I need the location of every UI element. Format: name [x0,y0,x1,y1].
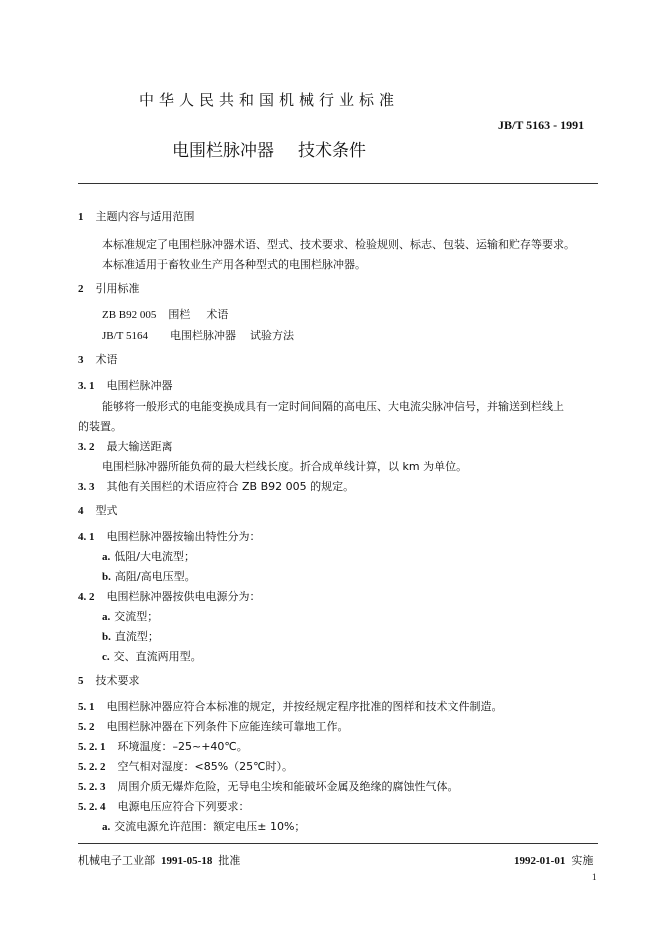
list-marker: a. [102,611,111,623]
list-item [102,648,202,664]
implementation-date: 1992-01-01 [514,855,566,867]
list-item [102,628,159,644]
reference-title: 试验方法 [249,329,294,342]
section-number: 4 [78,505,84,517]
list-marker: b. [102,571,111,583]
implementation-line [514,852,593,868]
reference-item [102,306,228,322]
section-title: 主题内容与适用范围 [95,210,195,223]
clause-number: 3. 2 [78,441,95,453]
clause-number: 5. 2 [78,721,95,733]
clause-3-3 [78,478,354,494]
paragraph: 的装置。 [78,420,122,433]
clause-number: 3. 3 [78,481,95,493]
list-marker: b. [102,631,111,643]
list-text: 交流型； [114,610,159,623]
reference-code: JB/T 5164 [102,330,148,342]
clause-text: 空气相对湿度：<85%（25℃时）。 [117,760,294,773]
list-marker: a. [102,821,111,833]
reference-title: 术语 [206,308,229,321]
clause-5-2-2 [78,758,293,774]
clause-5-2-1 [78,738,248,754]
approval-date: 1991-05-18 [161,855,213,867]
clause-5-2-4 [78,798,250,814]
list-item [102,548,195,564]
clause-text: 其他有关围栏的术语应符合 ZB B92 005 的规定。 [106,480,355,493]
header-rule [78,183,598,184]
list-text: 交、直流两用型。 [113,650,202,663]
list-marker: a. [102,551,111,563]
clause-number: 5. 1 [78,701,95,713]
approval-org: 机械电子工业部 [78,854,155,867]
section-number: 3 [78,354,84,366]
clause-4-2-heading [78,588,261,604]
clause-text: 电围栏脉冲器应符合本标准的规定，并按经规定程序批准的图样和技术文件制造。 [106,700,503,713]
document-title [172,136,366,161]
paragraph: 本标准规定了电围栏脉冲器术语、型式、技术要求、检验规则、标志、包装、运输和贮存等要求。 [102,238,575,251]
clause-3-2-heading [78,438,173,454]
clause-number: 5. 2. 3 [78,781,106,793]
reference-item [102,327,294,343]
approval-line [78,852,240,868]
list-marker: c. [102,651,110,663]
section-5-heading [78,672,140,688]
title-main: 电围栏脉冲器 [172,141,274,161]
approval-label: 批准 [218,854,241,867]
clause-number: 5. 2. 2 [78,761,106,773]
clause-4-1-heading [78,528,261,544]
clause-text: 环境温度：–25~+40℃。 [117,740,248,753]
section-title: 技术要求 [95,674,140,687]
reference-title: 电围栏脉冲器 [169,329,236,342]
issuing-org: 中华人民共和国机械行业标准 [139,91,400,109]
section-3-heading [78,351,118,367]
clause-number: 5. 2. 1 [78,741,106,753]
implementation-label: 实施 [571,854,594,867]
clause-number: 5. 2. 4 [78,801,106,813]
clause-number: 3. 1 [78,380,95,392]
list-item [102,608,158,624]
paragraph: 本标准适用于畜牧业生产用各种型式的电围栏脉冲器。 [102,258,366,271]
section-title: 术语 [95,353,118,366]
page-number: 1 [592,872,597,882]
clause-3-1-heading [78,377,173,393]
section-number: 5 [78,675,84,687]
list-text: 高阻/高电压型。 [114,570,196,583]
section-number: 1 [78,211,84,223]
clause-title: 电围栏脉冲器 [106,379,173,392]
list-text: 低阻/大电流型； [114,550,195,563]
clause-5-1 [78,698,503,714]
standard-code: JB/T 5163 - 1991 [498,118,585,132]
section-title: 引用标准 [95,282,140,295]
section-2-heading [78,280,140,296]
reference-title: 围栏 [168,308,191,321]
paragraph: 能够将一般形式的电能变换成具有一定时间间隔的高电压、大电流尖脉冲信号，并输送到栏线上 [102,400,564,413]
clause-5-2 [78,718,349,734]
section-1-heading [78,208,195,224]
list-text: 直流型； [114,630,159,643]
clause-title: 电围栏脉冲器按输出特性分为： [106,530,261,543]
clause-text: 电源电压应符合下列要求： [117,800,250,813]
clause-number: 4. 2 [78,591,95,603]
title-sub: 技术条件 [298,141,366,161]
clause-text: 周围介质无爆炸危险，无导电尘埃和能破坏金属及绝缘的腐蚀性气体。 [117,780,459,793]
reference-code: ZB B92 005 [102,309,157,321]
list-item [102,568,196,584]
section-title: 型式 [95,504,118,517]
section-number: 2 [78,283,84,295]
list-item [102,818,305,834]
clause-5-2-3 [78,778,459,794]
clause-number: 4. 1 [78,531,95,543]
section-4-heading [78,502,118,518]
footer-rule [78,843,598,844]
clause-title: 最大输送距离 [106,440,173,453]
clause-title: 电围栏脉冲器按供电电源分为： [106,590,261,603]
clause-text: 电围栏脉冲器在下列条件下应能连续可靠地工作。 [106,720,349,733]
list-text: 交流电源允许范围：额定电压± 10%； [114,820,306,833]
paragraph: 电围栏脉冲器所能负荷的最大栏线长度。折合成单线计算，以 km 为单位。 [102,460,468,473]
